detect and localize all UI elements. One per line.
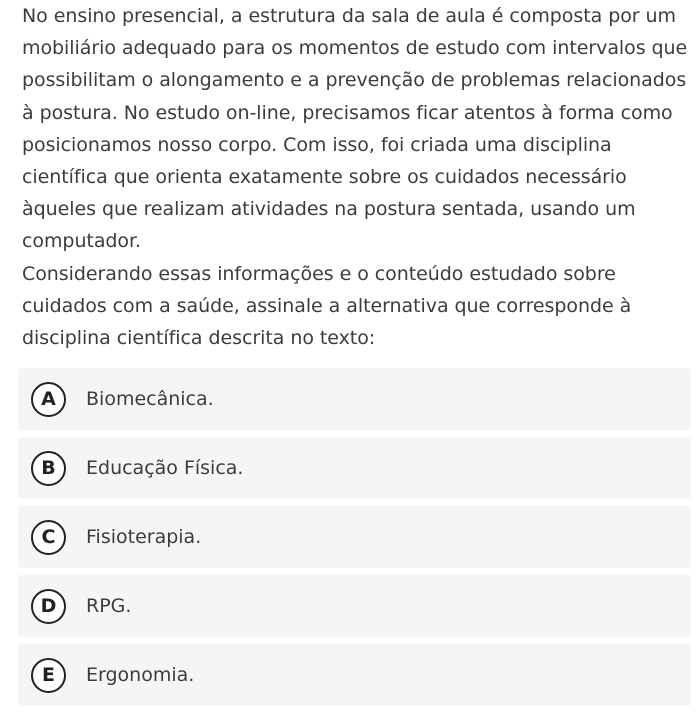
option-letter-e[interactable]: E <box>31 658 66 693</box>
option-c[interactable] <box>18 506 691 568</box>
option-e[interactable] <box>18 644 691 706</box>
option-text-c[interactable]: Fisioterapia. <box>86 526 202 548</box>
option-letter-c[interactable]: C <box>31 520 66 555</box>
option-text-d[interactable]: RPG. <box>86 595 132 617</box>
option-text-b[interactable]: Educação Física. <box>86 457 244 479</box>
option-d[interactable] <box>18 575 691 637</box>
option-text-e[interactable]: Ergonomia. <box>86 664 195 686</box>
question-paragraph-1: No ensino presencial, a estrutura da sala de aula é composta por um mobiliário adequado para os momentos de estudo com intervalos que possibilitam o alongamento e a prevenção de problemas relacionados à postura. No estudo on-line, precisamos ficar atentos à forma como posicionamos nosso corpo. Com isso, foi criada uma disciplina científica que orienta exatamente sobre os cuidados necessário àqueles que realizam atividades na postura sentada, usando um computador. <box>22 5 688 253</box>
option-letter-b[interactable]: B <box>31 451 66 486</box>
option-a[interactable] <box>18 368 691 430</box>
option-text-a[interactable]: Biomecânica. <box>86 388 214 410</box>
option-letter-d[interactable]: D <box>31 589 66 624</box>
option-letter-a[interactable]: A <box>31 382 66 417</box>
question-paragraph-2: Considerando essas informações e o conteúdo estudado sobre cuidados com a saúde, assinale a alternativa que corresponde à disciplina científica descrita no texto: <box>22 262 632 350</box>
option-b[interactable] <box>18 437 691 499</box>
answer-options <box>18 368 691 713</box>
question-text <box>22 0 690 354</box>
